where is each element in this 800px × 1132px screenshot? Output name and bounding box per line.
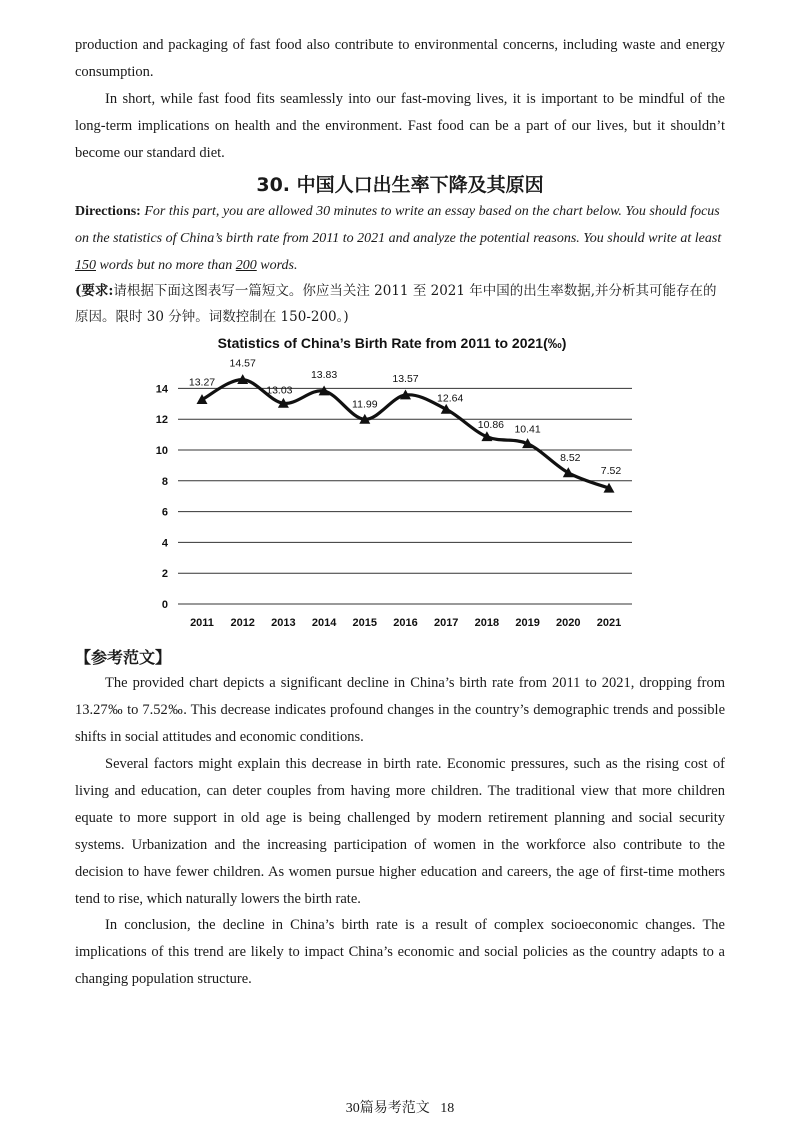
x-tick-label: 2012: [230, 617, 255, 629]
x-tick-label: 2014: [311, 617, 337, 629]
requirement: [75, 278, 725, 330]
directions-text-a: For this part, you are allowed 30 minutes to write an essay based on the chart below. You should focus on the statistics of China’s birth rate from 2011 to 2021 and analyze the potential reasons. You should write at least: [75, 204, 722, 246]
data-label: 12.64: [437, 392, 464, 405]
x-tick-label: 2013: [271, 617, 296, 629]
directions-label: Directions:: [75, 204, 141, 219]
data-label: 10.41: [514, 423, 541, 436]
y-tick-label: 6: [161, 506, 168, 519]
intro-paragraph-1: production and packaging of fast food also contribute to environmental concerns, including waste and energy consumption.: [75, 37, 725, 80]
requirement-label: (要求:: [75, 283, 114, 299]
x-tick-label: 2017: [433, 617, 459, 629]
data-label: 7.52: [600, 465, 622, 478]
directions-text-c: words.: [256, 258, 298, 273]
page-number: 18: [440, 1101, 455, 1116]
x-tick-label: 2020: [556, 617, 581, 629]
data-label: 8.52: [560, 451, 581, 464]
data-label: 13.27: [188, 376, 216, 389]
data-label: 13.57: [392, 373, 419, 386]
data-label: 13.83: [310, 369, 338, 382]
max-words: 200: [235, 258, 257, 273]
data-label: 10.86: [477, 418, 505, 431]
x-tick-label: 2018: [474, 617, 500, 629]
min-words: 150: [75, 258, 96, 273]
y-tick-label: 10: [155, 445, 168, 457]
intro-paragraph-2: In short, while fast food fits seamlessly into our fast-moving lives, it is important to be mindful of the long-term implications on health and the environment. Fast food can be a part of our lives, but it shouldn’t become our standard diet.: [75, 91, 725, 161]
x-tick-label: 2019: [515, 617, 540, 629]
y-tick-label: 0: [161, 599, 168, 611]
y-tick-label: 14: [155, 383, 168, 396]
directions-text-b: words but no more than: [96, 258, 236, 273]
x-tick-label: 2016: [393, 617, 418, 629]
chart-title: Statistics of China’s Birth Rate from 2011 to 2021(‰): [217, 335, 567, 351]
essay-paragraph-3: In conclusion, the decline in China’s birth rate is a result of complex socioeconomic changes. The implications of this trend are likely to impact China’s economic and social policies as the country adapts to a changing population structure.: [75, 917, 725, 987]
page-footer: [0, 1097, 800, 1117]
x-tick-label: 2021: [596, 617, 622, 629]
essay-paragraph-2: Several factors might explain this decrease in birth rate. Economic pressures, such as the rising cost of living and education, can deter couples from having more children. The traditional view that more children equate to more support in old age is being challenged by modern retirement planning and social security systems. Urbanization and the increasing participation of women in the workforce also contribute to the decision to have fewer children. As women pursue higher education and careers, the age of first-time mothers tend to rise, which naturally lowers the birth rate.: [75, 756, 725, 907]
y-tick-label: 2: [161, 568, 168, 581]
directions: [75, 198, 725, 279]
section-title: 30. 中国人口出生率下降及其原因: [256, 174, 544, 196]
data-label: 14.57: [229, 357, 256, 370]
x-tick-label: 2011: [190, 617, 214, 629]
reference-essay-heading: 【参考范文】: [75, 648, 172, 667]
x-tick-label: 2015: [352, 617, 378, 629]
y-tick-label: 8: [161, 475, 168, 488]
y-tick-label: 4: [161, 537, 168, 550]
requirement-text: 请根据下面这图表写一篇短文。你应当关注 2011 至 2021 年中国的出生率数据,并分析其可能存在的原因。限时 30 分钟。词数控制在 150-200。): [75, 283, 717, 325]
birth-rate-chart: [0, 330, 800, 630]
data-label: 11.99: [352, 398, 378, 411]
y-tick-label: 12: [155, 414, 168, 427]
essay-paragraph-1: The provided chart depicts a significant decline in China’s birth rate from 2011 to 2021, dropping from 13.27‰ to 7.52‰. This decrease indicates profound changes in the country’s demographic trends and possible shifts in social attitudes and economic conditions.: [75, 675, 725, 745]
data-label: 13.03: [266, 384, 293, 397]
footer-book-title: 30篇易考范文: [345, 1101, 430, 1116]
